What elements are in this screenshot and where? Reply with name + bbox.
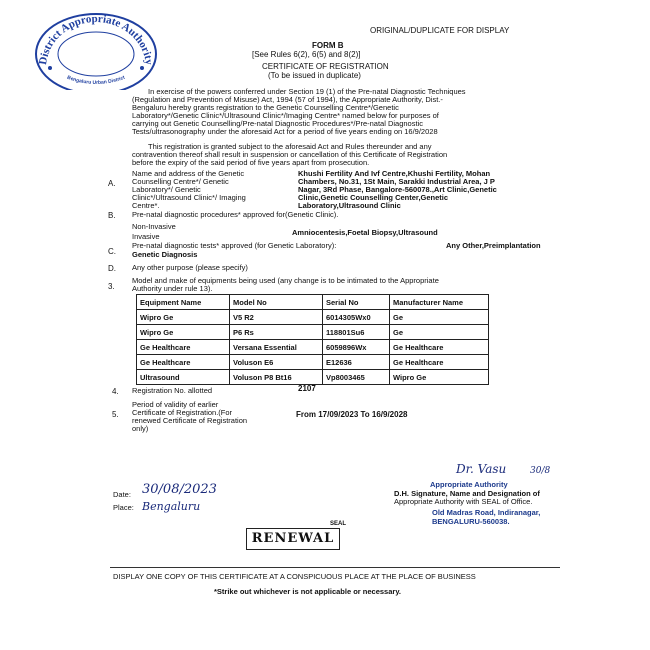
table-header-row [137,295,489,310]
centre-address-4: Clinic,Genetic Counselling Center,Genetic [298,193,449,202]
item-a-label-2: Counselling Centre*/ Genetic [132,177,229,186]
header-serial-no: Serial No [323,295,390,310]
item-3-number: 3. [108,282,115,291]
seal-label: SEAL [330,521,347,527]
condition-line-3: before the expiry of the said period of five years apart from prosecution. [132,158,370,167]
intro-line-1: In exercise of the powers conferred under Section 19 (1) of the Pre-natal Diagnostic Techniques [148,87,466,96]
intro-line-2: (Regulation and Prevention of Misuse) Act, 1994 (57 of 1994), the Appropriate Authority, Dist.- [132,95,443,104]
validity-period-value: From 17/09/2023 To 16/9/2028 [296,410,408,419]
item-3-line-2: Authority under rule 13). [132,284,213,293]
copy-type: ORIGINAL/DUPLICATE FOR DISPLAY [370,26,510,35]
equipment-name-cell: Wipro Ge [137,310,230,325]
centre-address-3: Nagar, 3Rd Phase, Bangalore-560078.,Art Clinic,Genetic [298,185,497,194]
manufacturer-cell: Ge [390,325,489,340]
invasive-value: Amniocentesis,Foetal Biopsy,Ultrasound [292,228,438,237]
item-a-label-4: Clinic*/Ultrasound Clinic*/ Imaging [132,193,246,202]
manufacturer-cell: Wipro Ge [390,370,489,385]
serial-no-cell: Vp8003465 [323,370,390,385]
intro-line-4: Laboratory*/Genetic Clinic*/Ultrasound Clinic*/Imaging Centre* named below for purposes of [132,111,439,120]
manufacturer-cell: Ge Healthcare [390,355,489,370]
item-d-letter: D. [108,264,116,273]
condition-line-1: This registration is granted subject to the aforesaid Act and Rules thereunder and any [148,142,432,151]
intro-line-6: Tests/ultrasonography under the aforesaid Act for a period of five years ending on 16/9/2028 [132,127,438,136]
item-5-label-3: renewed Certificate of Registration [132,416,248,425]
svg-text:District Appropriate Authority [37,13,155,66]
manufacturer-cell: Ge Healthcare [390,340,489,355]
item-5-label-4: only) [132,424,149,433]
item-a-label-3: Laboratory*/ Genetic [132,185,201,194]
equipment-name-cell: Ultrasound [137,370,230,385]
serial-no-cell: 118801Su6 [323,325,390,340]
centre-address-2: Chambers, No.31, 1St Main, Sarakki Industrial Area, J P [298,177,495,186]
signature-date: 30/8 [530,466,551,476]
table-row [137,325,489,340]
renewal-text: RENEWAL [251,531,335,546]
intro-line-5: carrying out Genetic Counselling/Pre-natal Diagnostic Procedures*/Pre-natal Diagnostic [132,119,423,128]
item-5-number: 5. [112,410,119,419]
equipment-name-cell: Ge Healthcare [137,340,230,355]
table-row [137,310,489,325]
district-authority-seal [30,6,162,90]
header-equipment-name: Equipment Name [137,295,230,310]
item-a-letter: A. [108,179,116,188]
authority-address-2: BENGALURU-560038. [432,517,510,526]
form-rules: [See Rules 6(2), 6(5) and 8(2)] [252,50,361,59]
authority-address-1: Old Madras Road, Indiranagar, [432,508,541,517]
certificate-title: CERTIFICATE OF REGISTRATION [262,62,389,71]
authority-title: Appropriate Authority [430,480,508,489]
intro-line-3: Bengaluru hereby grants registration to the Genetic Counselling Centre*/Genetic [132,103,399,112]
equipment-name-cell: Wipro Ge [137,325,230,340]
authority-line-2: D.H. Signature, Name and Designation of [394,489,540,498]
item-c-letter: C. [108,247,116,256]
seal-inner-text: Bengaluru Urban District [66,74,127,86]
item-c-value-2: Genetic Diagnosis [132,250,198,259]
condition-line-2: contravention thereof shall result in suspension or cancellation of this Certificate of Registration [132,150,448,159]
authority-signature: Dr. Vasu [456,462,507,476]
item-d-label: Any other purpose (please specify) [132,263,248,272]
place-label: Place: [113,503,134,512]
date-value: 30/08/2023 [142,482,217,497]
form-name: FORM B [312,41,344,50]
model-no-cell: Voluson E6 [230,355,323,370]
model-no-cell: Versana Essential [230,340,323,355]
centre-address-5: Laboratory,Ultrasound Clinic [298,201,401,210]
table-row [137,370,489,385]
seal-outer-text: District Appropriate Authority [37,12,155,66]
invasive-label: Invasive [132,232,160,241]
manufacturer-cell: Ge [390,310,489,325]
table-row [137,355,489,370]
item-b-letter: B. [108,211,116,220]
model-no-cell: Voluson P8 Bt16 [230,370,323,385]
seal-stamp-icon [30,6,162,90]
date-label: Date: [113,490,131,499]
display-note: DISPLAY ONE COPY OF THIS CERTIFICATE AT A CONSPICUOUS PLACE AT THE PLACE OF BUSINESS [113,572,476,581]
centre-address-1: Khushi Fertility And Ivf Centre,Khushi Fertility, Mohan [298,169,491,178]
registration-no-value: 2107 [298,384,316,393]
renewal-stamp [246,528,340,550]
item-c-value-1: Any Other,Preimplantation [446,241,541,250]
non-invasive-label: Non-Invasive [132,222,176,231]
item-4-number: 4. [112,387,119,396]
serial-no-cell: E12636 [323,355,390,370]
authority-line-3: Appropriate Authority with SEAL of Office. [394,497,533,506]
item-a-label-1: Name and address of the Genetic [132,169,245,178]
strike-note: *Strike out whichever is not applicable or necessary. [214,587,402,596]
place-value: Bengaluru [142,500,201,513]
item-c-label: Pre-natal diagnostic tests* approved (for Genetic Laboratory): [132,241,337,250]
model-no-cell: V5 R2 [230,310,323,325]
registration-no-label: Registration No. allotted [132,386,213,395]
equipment-table [136,294,489,385]
serial-no-cell: 6014305Wx0 [323,310,390,325]
serial-no-cell: 6059896Wx [323,340,390,355]
item-a-label-5: Centre*. [132,201,160,210]
table-row [137,340,489,355]
item-3-line-1: Model and make of equipments being used (any change is to be intimated to the Appropriate [132,276,439,285]
item-5-label-1: Period of validity of earlier [132,400,219,409]
header-manufacturer-name: Manufacturer Name [390,295,489,310]
model-no-cell: P6 Rs [230,325,323,340]
item-5-label-2: Certificate of Registration.(For [132,408,233,417]
header-model-no: Model No [230,295,323,310]
item-b-label: Pre-natal diagnostic procedures* approved for(Genetic Clinic). [132,210,339,219]
equipment-name-cell: Ge Healthcare [137,355,230,370]
footer-divider [110,567,560,568]
certificate-subtitle: (To be issued in duplicate) [268,71,361,80]
